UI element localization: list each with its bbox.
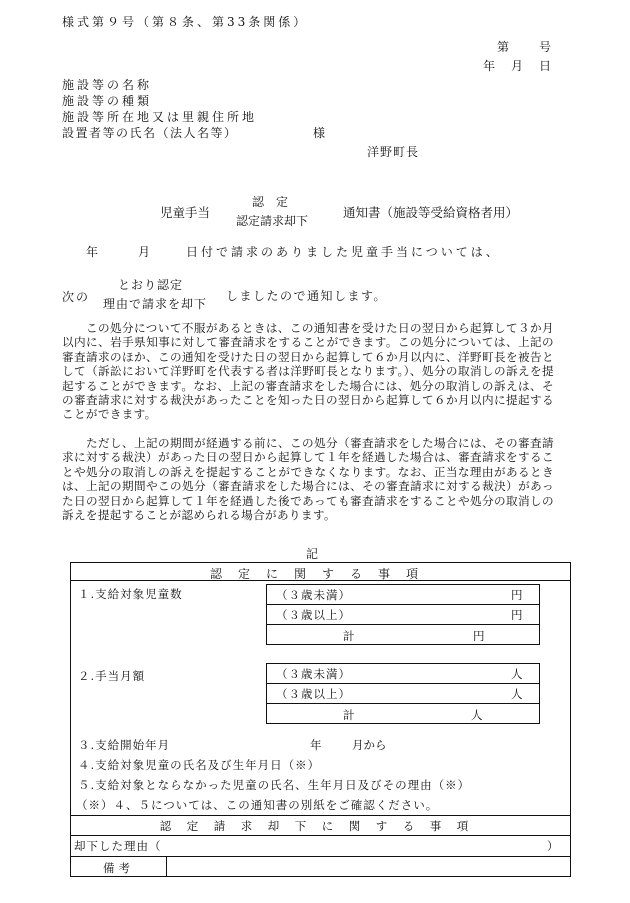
item1-row2-unit: 円 — [511, 608, 523, 622]
title-suffix: 通知書（施設等受給資格者用） — [343, 205, 519, 220]
item2-row2-unit: 人 — [511, 687, 523, 701]
item3-label: ３.支給開始年月 — [78, 738, 171, 752]
title-prefix: 児童手当 — [160, 205, 211, 220]
item3-year: 年 — [310, 738, 322, 752]
intro-option-approve: とおり認定 — [118, 278, 184, 292]
approval-section-header: 認 定 に 関 す る 事 項 — [209, 567, 420, 581]
intro-suffix: しましたので通知します。 — [226, 289, 388, 303]
item2-row1-unit: 人 — [511, 667, 523, 681]
item1-total-unit: 円 — [473, 629, 485, 643]
item1-label: １.支給対象児童数 — [78, 587, 183, 601]
item2-total-label: 計 — [343, 708, 355, 722]
founder-name-label: 設置者等の氏名（法人名等） — [62, 126, 238, 140]
item1-row2-label: （３歳以上） — [276, 608, 351, 622]
item2-total-unit: 人 — [471, 708, 483, 722]
title-option-approve: 認 定 — [252, 195, 289, 209]
item1-row1-label: （３歳未満） — [276, 588, 351, 602]
title-option-reject: 認定請求却下 — [236, 214, 309, 228]
item3-month: 月から — [352, 738, 387, 752]
appeal-paragraph-1: この処分について不服があるときは、この通知書を受けた日の翌日から起算して３か月以内に、岩手県知事に対して審査請求をすることができます。この処分については、上記の審査請求のほか、この通知を受けた日の翌日から起算して６か月以内に、洋野町長を被告として（訴訟において洋野町を代表する者は洋野町長となります。）、処分の取消しの訴えを提起することができます。なお、上記の審査請求をした場合には、処分の取消しの訴えは、その審査請求に対する裁決があったことを知った日の翌日から起算して６か月以内に提起することができます。 — [62, 321, 554, 422]
facility-type-label: 施設等の種類 — [62, 94, 153, 108]
document-number: 第 号 — [497, 40, 554, 54]
honorific: 様 — [313, 126, 326, 140]
rejection-reason-close: ） — [547, 839, 559, 853]
form-number: 様式第９号（第８条、第33条関係） — [62, 15, 309, 29]
intro-year: 年 — [86, 245, 99, 259]
remarks-label: 備考 — [103, 861, 134, 875]
item2-label: ２.手当月額 — [78, 669, 146, 683]
intro-month: 月 — [138, 245, 151, 259]
issue-date: 年 月 日 — [483, 59, 554, 73]
facility-address-label: 施設等所在地又は里親住所地 — [62, 110, 258, 124]
item5-label: ５.支給対象とならなかった児童の氏名、生年月日及びその理由（※） — [78, 778, 471, 792]
rejection-section-header: 認 定 請 求 却 下 に 関 す る 事 項 — [159, 819, 471, 833]
ki-mark: 記 — [306, 547, 319, 561]
intro-prefix: 次の — [62, 290, 91, 304]
item2-row1-label: （３歳未満） — [276, 667, 351, 681]
intro-line1: 日付で請求のありました児童手当については、 — [186, 245, 501, 259]
item4-label: ４.支給対象児童の氏名及び生年月日（※） — [78, 758, 321, 772]
rejection-reason-label: 却下した理由（ — [74, 839, 162, 853]
facility-name-label: 施設等の名称 — [62, 78, 153, 92]
appeal-paragraph-2: ただし、上記の期間が経過する前に、この処分（審査請求をした場合には、その審査請求に対する裁決）があった日の翌日から起算して１年を経過した場合は、審査請求をすることや処分の取消しの訴えを提起することができなくなります。なお、正当な理由があるときは、上記の期間やこの処分（審査請求をした場合には、その審査請求に対する裁決）があった日の翌日から起算して１年を経過した後であっても審査請求をすることや処分の取消しの訴えを提起することが認められる場合があります。 — [62, 436, 554, 523]
intro-option-reject: 理由で請求を却下 — [103, 297, 208, 311]
item1-row1-unit: 円 — [511, 588, 523, 602]
sender-name: 洋野町長 — [367, 145, 420, 159]
item2-row2-label: （３歳以上） — [276, 687, 351, 701]
item1-total-label: 計 — [343, 629, 355, 643]
footnote: （※）４、５については、この通知書の別紙をご確認ください。 — [76, 798, 439, 812]
